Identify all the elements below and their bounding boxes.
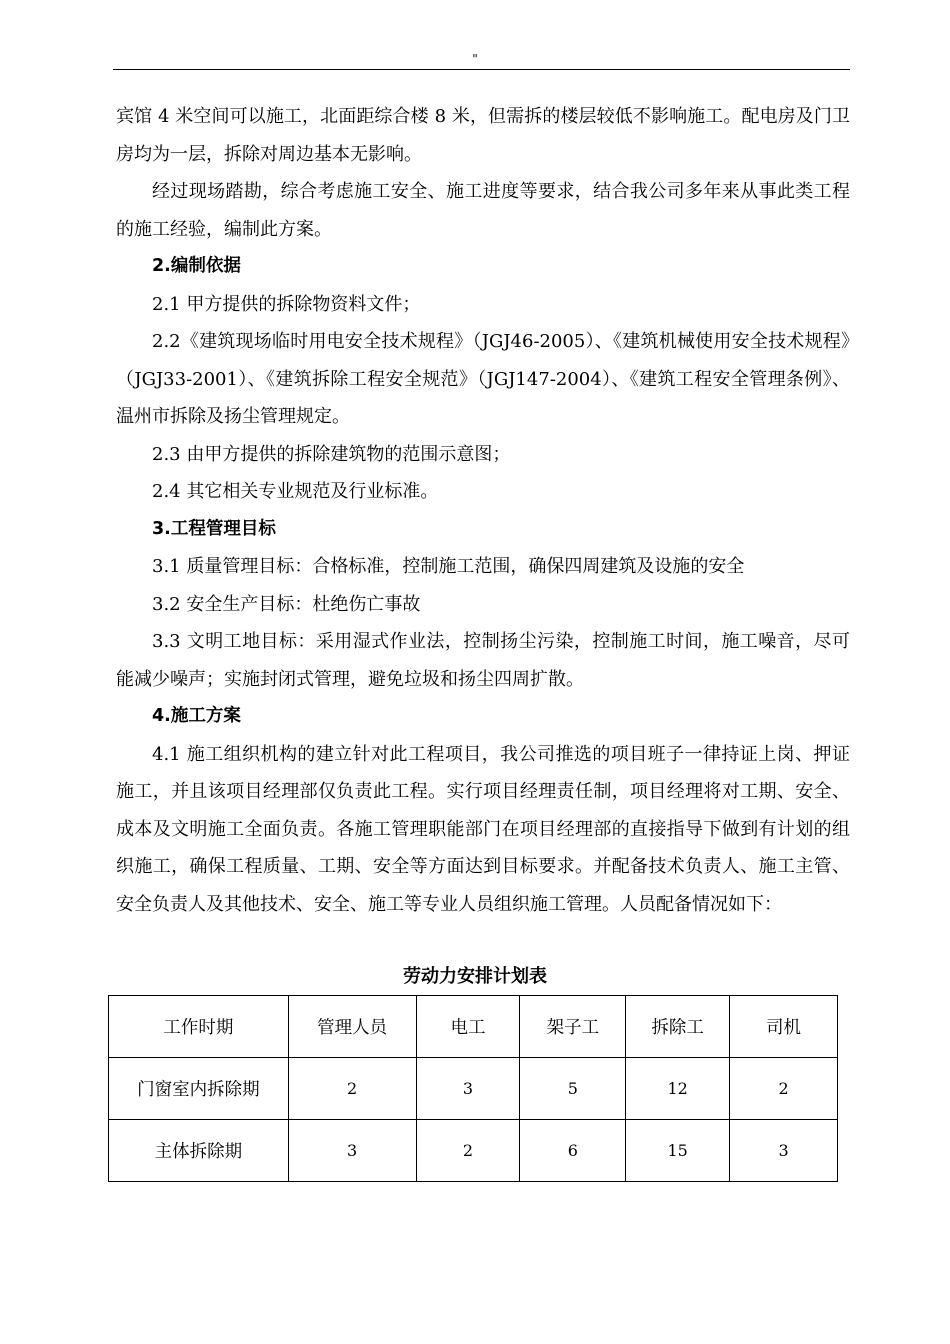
item-3-1: 3.1 质量管理目标：合格标准，控制施工范围，确保四周建筑及设施的安全 (152, 556, 745, 577)
table-cell: 5 (520, 1058, 626, 1120)
item-3-3: 3.3 文明工地目标：采用湿式作业法，控制扬尘污染，控制施工时间，施工噪音，尽可能减少噪声；实施封闭式管理，避免垃圾和扬尘四周扩散。 (116, 631, 850, 690)
header-cell-managers: 管理人员 (288, 996, 416, 1058)
table-cell: 2 (730, 1058, 838, 1120)
item-3-2: 3.2 安全生产目标：杜绝伤亡事故 (152, 593, 421, 615)
table-cell: 15 (626, 1120, 730, 1182)
labor-plan-table (108, 995, 838, 1182)
header-cell-scaffolders: 架子工 (520, 996, 626, 1058)
paragraph-survey: 经过现场踏勘，综合考虑施工安全、施工进度等要求，结合我公司多年来从事此类工程的施工经验，编制此方案。 (116, 181, 850, 240)
header-cell-electricians: 电工 (416, 996, 520, 1058)
table-row (109, 1120, 838, 1182)
table-cell: 12 (626, 1058, 730, 1120)
table-cell: 6 (520, 1120, 626, 1182)
table-row (109, 1058, 838, 1120)
table-cell: 门窗室内拆除期 (109, 1058, 289, 1120)
table-cell: 3 (288, 1120, 416, 1182)
section-heading-basis: 2.编制依据 (152, 256, 241, 276)
table-cell: 3 (730, 1120, 838, 1182)
section-heading-plan: 4.施工方案 (152, 706, 241, 726)
page-header-mark: " (472, 52, 478, 66)
table-cell: 3 (416, 1058, 520, 1120)
item-2-1: 2.1 甲方提供的拆除物资料文件； (152, 293, 421, 315)
item-2-2: 2.2《建筑现场临时用电安全技术规程》（JGJ46-2005）、《建筑机械使用安全技术规程》（JGJ33-2001）、《建筑拆除工程安全规范》（JGJ147-2004）、《建筑工程安全管理条例》、温州市拆除及扬尘管理规定。 (116, 331, 850, 427)
table-cell: 2 (416, 1120, 520, 1182)
item-2-4: 2.4 其它相关专业规范及行业标准。 (152, 481, 439, 502)
section-heading-goals: 3.工程管理目标 (152, 518, 276, 539)
table-header-row (109, 996, 838, 1058)
header-cell-period: 工作时期 (109, 996, 289, 1058)
table-cell: 2 (288, 1058, 416, 1120)
item-4-1: 4.1 施工组织机构的建立针对此工程项目，我公司推选的项目班子一律持证上岗、押证施工，并且该项目经理部仅负责此工程。实行项目经理责任制，项目经理将对工期、安全、成本及文明施工全面负责。各施工管理职能部门在项目经理部的直接指导下做到有计划的组织施工，确保工程质量、工期、安全等方面达到目标要求。并配备技术负责人、施工主管、安全负责人及其他技术、安全、施工等专业人员组织施工管理。人员配备情况如下： (116, 743, 850, 915)
header-cell-demolition-workers: 拆除工 (626, 996, 730, 1058)
table-cell: 主体拆除期 (109, 1120, 289, 1182)
table-title: 劳动力安排计划表 (403, 966, 547, 987)
header-cell-drivers: 司机 (730, 996, 838, 1058)
document-body (116, 98, 850, 923)
item-2-3: 2.3 由甲方提供的拆除建筑物的范围示意图； (152, 443, 511, 465)
header-divider (113, 69, 850, 70)
paragraph-site-conditions: 宾馆 4 米空间可以施工，北面距综合楼 8 米，但需拆的楼层较低不影响施工。配电房及门卫房均为一层，拆除对周边基本无影响。 (116, 106, 850, 165)
